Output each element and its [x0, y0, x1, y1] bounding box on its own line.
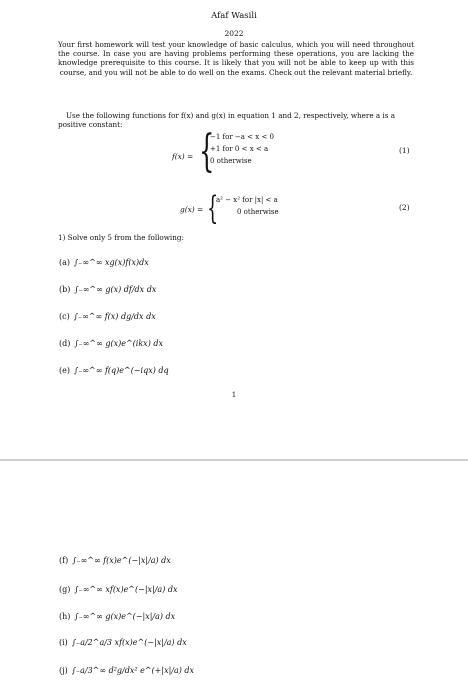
- document-page-2: [0, 461, 468, 700]
- integral-expression: ∫₋∞^∞ g(x)e^(ikx) dx: [74, 339, 163, 348]
- integral-expression: ∫₋∞^∞ g(x)e^(−|x|/a) dx: [74, 612, 176, 621]
- item-label: (h): [59, 612, 71, 621]
- item-label: (i): [59, 638, 68, 647]
- integral-item-i: [59, 638, 187, 647]
- item-label: (d): [59, 339, 71, 348]
- integral-item-d: [59, 339, 163, 348]
- item-label: (e): [59, 366, 70, 375]
- item-label: (g): [59, 585, 71, 594]
- instruction-paragraph: Use the following functions for f(x) and g(x) in equation 1 and 2, respectively, where a is a positive constant:: [58, 111, 396, 130]
- integral-item-h: [59, 612, 175, 621]
- equation-1-case-3: 0 otherwise: [210, 157, 252, 165]
- item-label: (j): [59, 666, 68, 675]
- equation-1-case-2: +1 for 0 < x < a: [210, 145, 269, 153]
- intro-paragraph: Your first homework will test your knowledge of basic calculus, which you will need throughout the course. In case you are having problems performing these operations, you are lacking the knowledge prerequisite to this course. It is likely that you will not be able to keep up with this course, and you will not be able to do well on the exams. Check out the relevant material briefly.: [58, 40, 414, 77]
- integral-item-g: [59, 585, 178, 594]
- integral-item-a: [59, 258, 149, 267]
- equation-2-case-1: a² − x² for |x| < a: [216, 196, 278, 204]
- question-heading: 1) Solve only 5 from the following:: [58, 233, 184, 242]
- brace-symbol: {: [199, 126, 215, 177]
- integral-expression: ∫₋∞^∞ g(x) df/dx dx: [74, 285, 157, 294]
- integral-expression: ∫₋a/3^∞ d²g/dx² e^(+|x|/a) dx: [71, 666, 195, 675]
- equation-2-case-2: 0 otherwise: [237, 208, 279, 216]
- equation-1-case-1: −1 for −a < x < 0: [210, 133, 274, 141]
- integral-item-f: [59, 556, 171, 565]
- author-name: Afaf Wasili: [211, 11, 257, 21]
- integral-item-j: [59, 666, 194, 675]
- item-label: (c): [59, 312, 70, 321]
- item-label: (a): [59, 258, 71, 267]
- equation-1-number: (1): [399, 146, 410, 155]
- item-label: (f): [59, 556, 69, 565]
- equation-2-number: (2): [399, 203, 410, 212]
- integral-item-c: [59, 312, 156, 321]
- integral-item-b: [59, 285, 156, 294]
- integral-item-e: [59, 366, 169, 375]
- integral-expression: ∫₋∞^∞ xg(x)f(x)dx: [74, 258, 149, 267]
- integral-expression: ∫₋∞^∞ xf(x)e^(−|x|/a) dx: [74, 585, 178, 594]
- equation-1-lhs: f(x) =: [172, 152, 194, 161]
- integral-expression: ∫₋a/2^a/3 xf(x)e^(−|x|/a) dx: [71, 638, 187, 647]
- equation-2-lhs: g(x) =: [180, 205, 204, 214]
- integral-expression: ∫₋∞^∞ f(x)e^(−|x|/a) dx: [72, 556, 171, 565]
- integral-expression: ∫₋∞^∞ f(x) dg/dx dx: [73, 312, 156, 321]
- document-year: 2022: [224, 29, 244, 38]
- brace-symbol: {: [207, 189, 219, 227]
- item-label: (b): [59, 285, 71, 294]
- integral-expression: ∫₋∞^∞ f(q)e^(−iqx) dq: [73, 366, 169, 375]
- page-number: 1: [231, 391, 237, 399]
